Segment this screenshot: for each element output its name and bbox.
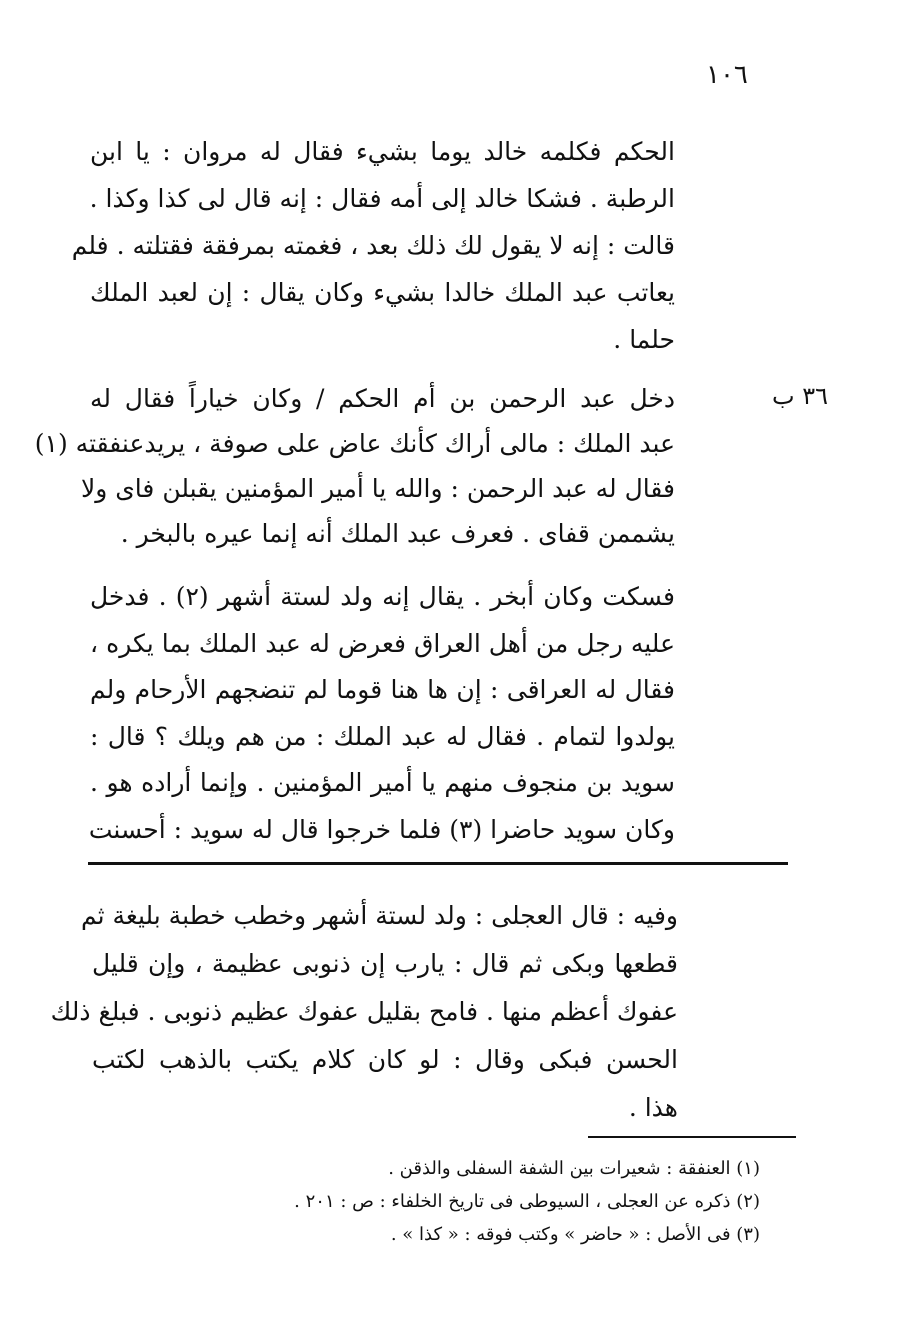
- margin-folio-note: ٣٦ ب: [772, 382, 829, 410]
- footnote-3: (٣) فى الأصل : « حاضر » وكتب فوقه : « كذا » .: [390, 1224, 760, 1245]
- page-number: ١٠٦: [706, 60, 748, 90]
- text-line: الحكم فكلمه خالد يوما بشيء فقال له مروان : يا ابن: [90, 137, 675, 166]
- text-line: قالت : إنه لا يقول لك ذلك بعد ، فغمته بمرفقة فقتلته . فلم: [71, 231, 675, 260]
- text-line: الحسن فبكى وقال : لو كان كلام يكتب بالذهب لكتب: [92, 1045, 678, 1074]
- text-line: قطعها وبكى ثم قال : يارب إن ذنوبى عظيمة ، وإن قليل: [92, 949, 678, 978]
- paragraph-2: [34, 376, 675, 556]
- text-line: وكان سويد حاضرا (٣) فلما خرجوا قال له سويد : أحسنت: [88, 814, 675, 844]
- text-line: يشممن قفاى . فعرف عبد الملك أنه إنما عيره بالبخر .: [120, 519, 675, 548]
- paragraph-3: [90, 574, 675, 853]
- commentary-block: [50, 892, 678, 1132]
- text-line: حلما .: [613, 325, 675, 354]
- text-line: وفيه : قال العجلى : ولد لستة أشهر وخطب خطبة بليغة ثم: [80, 901, 678, 930]
- footnote-divider: [588, 1136, 796, 1138]
- text-line: عليه رجل من أهل العراق فعرض له عبد الملك بما يكره ،: [90, 628, 675, 658]
- text-line: يولدوا لتمام . فقال له عبد الملك : من هم ويلك ؟ قال :: [90, 721, 675, 751]
- text-line: هذا .: [628, 1093, 678, 1122]
- footnote-2: (٢) ذكره عن العجلى ، السيوطى فى تاريخ الخلفاء : ص : ٢٠١ .: [294, 1191, 760, 1212]
- paragraph-1: [71, 128, 675, 363]
- text-line: يعاتب عبد الملك خالدا بشيء وكان يقال : إن لعبد الملك: [90, 278, 675, 307]
- text-line: عبد الملك : مالى أراك كأنك عاض على صوفة ، يريدعنفقته (١): [34, 429, 675, 458]
- text-line: دخل عبد الرحمن بن أم الحكم / وكان خياراً فقال له: [90, 384, 675, 413]
- text-line: فقال له العراقى : إن ها هنا قوما لم تنضجهم الأرحام ولم: [90, 675, 675, 704]
- text-line: الرطبة . فشكا خالد إلى أمه فقال : إنه قال لى كذا وكذا .: [89, 184, 675, 213]
- main-text-divider: [88, 862, 788, 865]
- text-line: سويد بن منجوف منهم يا أمير المؤمنين . وإنما أراده هو .: [90, 768, 675, 797]
- text-line: فقال له عبد الرحمن : والله يا أمير المؤمنين يقبلن فاى ولا: [80, 474, 675, 503]
- footnotes: [150, 1152, 760, 1251]
- text-line: فسكت وكان أبخر . يقال إنه ولد لستة أشهر (٢) . فدخل: [90, 582, 675, 611]
- text-line: عفوك أعظم منها . فامح بقليل عفوك عظيم ذنوبى . فبلغ ذلك: [50, 997, 678, 1026]
- footnote-1: (١) العنفقة : شعيرات بين الشفة السفلى والذقن .: [388, 1158, 760, 1179]
